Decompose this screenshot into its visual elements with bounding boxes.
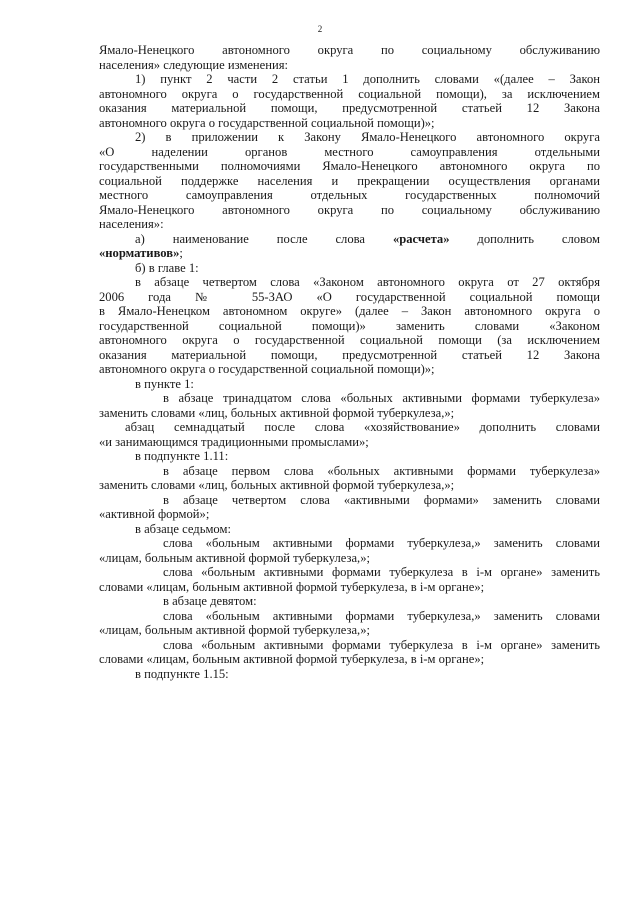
text-line: в абзаце девятом:	[163, 594, 257, 608]
text-line: населения»:	[99, 217, 164, 231]
text-line: Ямало-Ненецкого автономного округа по социальному обслуживанию	[99, 43, 600, 57]
text-line: в абзаце тринадцатом слова «больных активными формами туберкулеза»	[163, 391, 600, 405]
text-line: в абзаце четвертом слова «активными формами» заменить словами	[163, 492, 600, 507]
text-line: Ямало-Ненецкого автономного округа по социальному обслуживанию	[99, 202, 600, 217]
text-line: автономного округа о государственной социальной помощи)»;	[99, 362, 435, 376]
text-line: слова «больным активными формами туберкулеза,» заменить словами	[163, 536, 600, 550]
text-line: заменить словами «лиц, больных активной формой туберкулеза,»;	[99, 478, 455, 492]
text-line: государственными полномочиями Ямало-Ненецкого автономного округа по	[99, 159, 600, 173]
text-line: 1) пункт 2 части 2 статьи 1 дополнить словами «(далее – Закон	[135, 72, 600, 86]
text-line: оказания материальной помощи, предусмотренной статьей 12 Закона	[99, 101, 600, 115]
text-run: дополнить словом	[449, 231, 600, 246]
text-line: слова «больным активными формами туберкулеза в i-м органе» заменить	[163, 637, 600, 652]
text-line: 2006 года № 55-ЗАО «О государственной социальной помощи	[99, 289, 600, 304]
text-line: заменить словами «лиц, больных активной формой туберкулеза,»;	[99, 405, 455, 420]
text-line: автономного округа о государственной социальной помощи (за исключением	[99, 333, 600, 347]
bold-term: «расчета»	[392, 231, 450, 246]
text-line: в подпункте 1.15:	[135, 666, 229, 681]
text-run: ;	[179, 246, 183, 260]
text-line: государственной социальной помощи)» заменить словами «Законом	[99, 318, 600, 333]
text-line: населения» следующие изменения:	[99, 57, 289, 72]
text-line: оказания материальной помощи, предусмотренной статьей 12 Закона	[99, 347, 600, 362]
text-line: социальной поддержке населения и прекращении осуществления органами	[99, 173, 600, 188]
text-line: «лицам, больным активной формой туберкулеза,»;	[99, 550, 370, 565]
bold-term: «нормативов»	[99, 246, 180, 260]
text-line: в абзаце первом слова «больных активными формами туберкулеза»	[163, 463, 600, 478]
text-line: «и занимающимся традиционными промыслами»;	[99, 434, 369, 449]
text-line: слова «больным активными формами туберкулеза в i-м органе» заменить	[163, 565, 600, 579]
text-line: в абзаце четвертом слова «Законом автономного округа от 27 октября	[135, 275, 600, 289]
document-body	[99, 43, 600, 681]
text-line: автономного округа о государственной социальной помощи)»;	[99, 115, 435, 130]
text-line: «О наделении органов местного самоуправления отдельными	[99, 144, 600, 159]
text-line: местного самоуправления отдельных государственных полномочий	[99, 188, 600, 202]
text-line: б) в главе 1:	[135, 260, 199, 275]
text-line: в Ямало-Ненецком автономном округе» (далее – Закон автономного округа о	[99, 304, 600, 318]
page-number: 2	[317, 24, 323, 34]
text-line: словами «лицам, больным активной формой туберкулеза, в i-м органе»;	[99, 652, 485, 666]
text-line: «активной формой»;	[99, 507, 210, 521]
text-line: 2) в приложении к Закону Ямало-Ненецкого автономного округа	[135, 130, 600, 144]
text-line: в абзаце седьмом:	[135, 521, 231, 536]
text-line: «лицам, больным активной формой туберкулеза,»;	[99, 623, 370, 637]
text-line: автономного округа о государственной социальной помощи), за исключением	[99, 86, 600, 101]
text-line: слова «больным активными формами туберкулеза,» заменить словами	[163, 608, 600, 623]
text-line	[99, 232, 600, 247]
text-line	[99, 246, 600, 261]
text-line: в пункте 1:	[135, 376, 194, 391]
text-line: в подпункте 1.11:	[135, 449, 229, 463]
text-line: абзац семнадцатый после слова «хозяйствование» дополнить словами	[125, 420, 600, 434]
text-run: а) наименование после слова	[135, 231, 393, 246]
text-line: словами «лицам, больным активной формой туберкулеза, в i-м органе»;	[99, 579, 485, 594]
